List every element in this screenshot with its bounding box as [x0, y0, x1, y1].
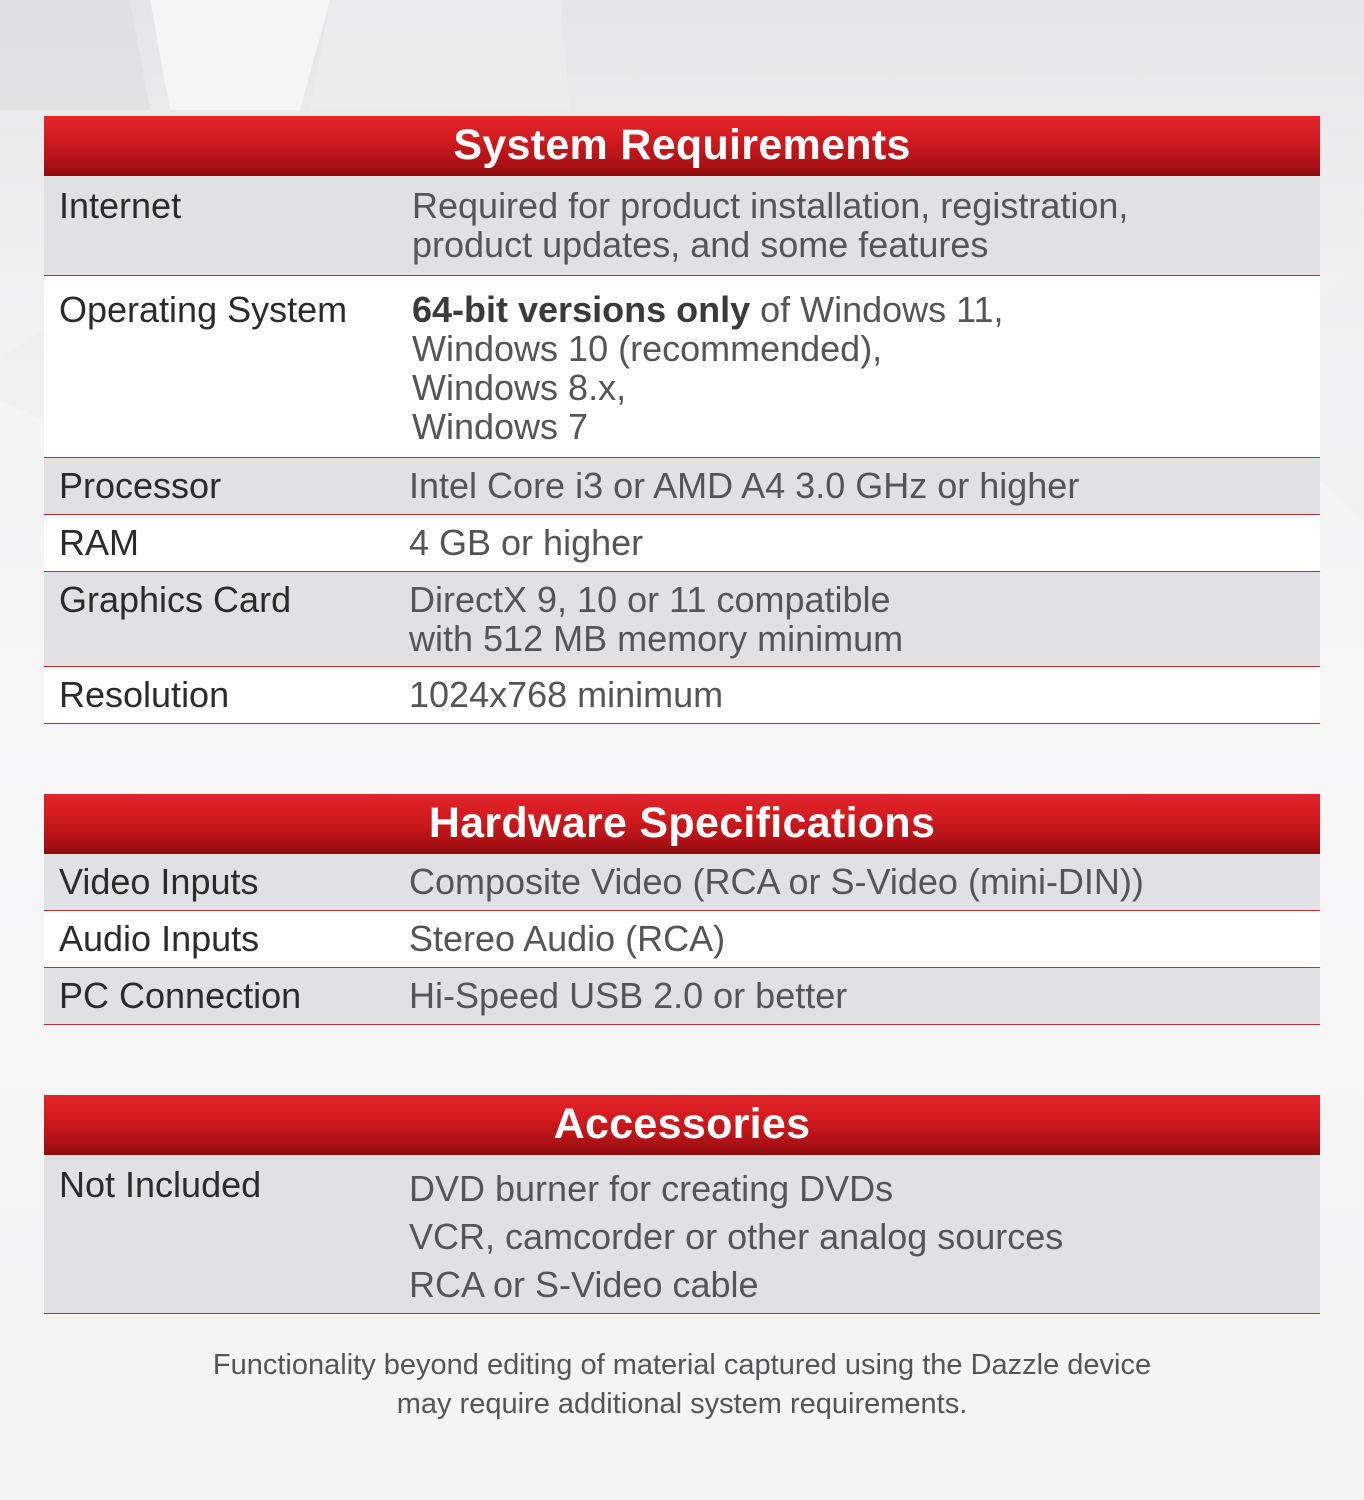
- row-value: Composite Video (RCA or S-Video (mini-DIN)): [409, 861, 1144, 902]
- accessories-header: Accessories: [44, 1095, 1320, 1155]
- value-rest: of Windows 11,: [750, 289, 1004, 330]
- table-row-internet: [44, 176, 1320, 276]
- row-label: Audio Inputs: [59, 918, 260, 959]
- row-label: Processor: [59, 465, 222, 506]
- row-value: [412, 290, 1004, 446]
- system-requirements-table: [44, 116, 1320, 724]
- row-label: Not Included: [59, 1164, 262, 1205]
- row-value: Intel Core i3 or AMD A4 3.0 GHz or higher: [409, 465, 1080, 506]
- table-row-processor: [44, 458, 1320, 515]
- hardware-specifications-header: Hardware Specifications: [44, 794, 1320, 854]
- row-label: Operating System: [59, 289, 348, 330]
- row-label: Video Inputs: [59, 861, 259, 902]
- table-row-audio-inputs: [44, 911, 1320, 968]
- table-row-pc-connection: [44, 968, 1320, 1025]
- row-value: [409, 1165, 1063, 1309]
- footnote-line: Functionality beyond editing of material captured using the Dazzle device: [212, 1349, 1152, 1381]
- table-row-not-included: [44, 1155, 1320, 1314]
- footnote-line: may require additional system requirements.: [396, 1388, 968, 1420]
- value-line: DirectX 9, 10 or 11 compatible: [409, 579, 891, 620]
- value-line: RCA or S-Video cable: [409, 1264, 759, 1305]
- accessories-table: [44, 1095, 1320, 1314]
- row-value: 1024x768 minimum: [409, 674, 724, 715]
- hardware-specifications-table: [44, 794, 1320, 1025]
- system-requirements-header: System Requirements: [44, 116, 1320, 176]
- row-value: Hi-Speed USB 2.0 or better: [409, 975, 848, 1016]
- row-value: [412, 186, 1128, 264]
- value-line: Windows 7: [412, 406, 589, 447]
- value-line: product updates, and some features: [412, 224, 989, 265]
- row-value: 4 GB or higher: [409, 522, 644, 563]
- value-line: DVD burner for creating DVDs: [409, 1168, 894, 1209]
- row-value: [409, 580, 903, 658]
- footnote: [0, 1346, 1364, 1424]
- value-line: [412, 290, 1004, 329]
- row-label: Resolution: [59, 674, 230, 715]
- table-row-ram: [44, 515, 1320, 572]
- value-line: Windows 8.x,: [412, 367, 627, 408]
- row-label: Internet: [59, 185, 182, 226]
- row-label: Graphics Card: [59, 579, 292, 620]
- table-row-operating-system: [44, 276, 1320, 458]
- table-row-video-inputs: [44, 854, 1320, 911]
- value-line: Windows 10 (recommended),: [412, 328, 883, 369]
- value-line: with 512 MB memory minimum: [409, 618, 904, 659]
- row-label: PC Connection: [59, 975, 302, 1016]
- value-line: Required for product installation, registration,: [412, 185, 1129, 226]
- value-line: VCR, camcorder or other analog sources: [409, 1216, 1064, 1257]
- table-row-resolution: [44, 667, 1320, 724]
- value-bold: 64-bit versions only: [412, 289, 751, 330]
- table-row-graphics-card: [44, 572, 1320, 667]
- row-value: Stereo Audio (RCA): [409, 918, 726, 959]
- row-label: RAM: [59, 522, 139, 563]
